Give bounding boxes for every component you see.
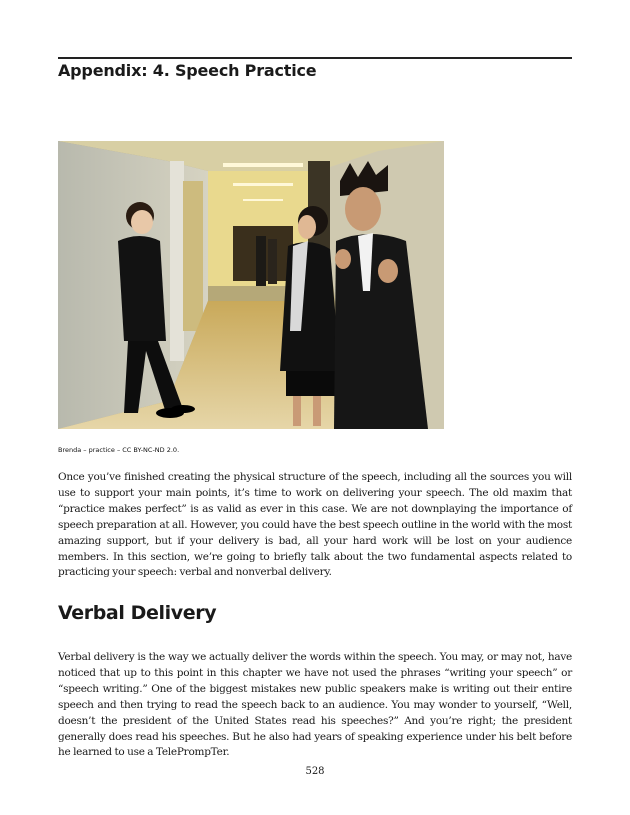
figure-caption: Brenda – practice – CC BY-NC-ND 2.0.: [58, 446, 180, 454]
speech-practice-photo: [58, 141, 444, 429]
body-paragraph-verbal-delivery: Verbal delivery is the way we actually deliver the words within the speech. You may, or may not, have noticed that up to this point in this chapter we have not used the phrases “writing your speech” or “speech writing.” One of the biggest mistakes new public speakers make is writing out their entire speech and then trying to read the speech back to an audience. You may wonder to yourself, “Well, doesn’t the president of the United States read his speeches?” And you’re right; the president generally does read his speeches. But he also had years of speaking experience under his belt before he learned to use a TelePrompTer.: [58, 651, 572, 759]
page-number: 528: [305, 766, 325, 777]
section-heading: Verbal Delivery: [58, 602, 217, 624]
header-rule: [58, 57, 572, 59]
photo-illustration: [58, 141, 444, 429]
page-header-title: Appendix: 4. Speech Practice: [58, 61, 317, 80]
body-paragraph-intro: Once you’ve finished creating the physical structure of the speech, including all the sources you will use to support your main points, it’s time to work on delivering your speech. The old maxim that “practice makes perfect” is as valid as ever in this case. We are not downplaying the importance of speech preparation at all. However, you could have the best speech outline in the world with the most amazing support, but if your delivery is bad, all your hard work will be lost on your audience members. In this section, we’re going to briefly talk about the two fundamental aspects related to practicing your speech: verbal and nonverbal delivery.: [58, 471, 572, 579]
